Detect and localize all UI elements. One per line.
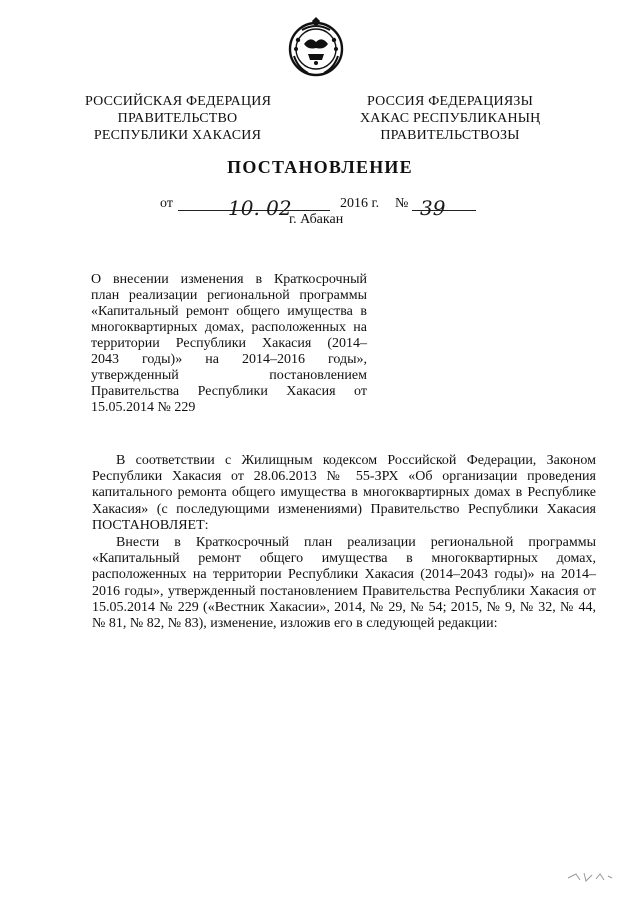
body-paragraph-1 [92, 453, 596, 534]
body-line: расположенных на территории Республики Хакасия (2014–2043 годы)» на 2014– [92, 567, 596, 583]
header-right-line: ПРАВИТЕЛЬСТВОЗЫ [380, 128, 520, 143]
header-right-line: РОССИЯ ФЕДЕРАЦИЯЗЫ [366, 94, 534, 109]
body-line: Внести в Краткосрочный план реализации региональной программы [116, 535, 596, 550]
year-label: 2016 г. [340, 196, 380, 211]
body-line: В соответствии с Жилищным кодексом Российской Федерации, Законом [116, 453, 596, 468]
scan-smudge [566, 870, 614, 884]
subject-line: О внесении изменения в Краткосрочный [91, 272, 367, 287]
body-line: ПОСТАНОВЛЯЕТ: [92, 517, 209, 533]
header-left-line: РОССИЙСКАЯ ФЕДЕРАЦИЯ [85, 94, 272, 109]
subject-line: утвержденный постановлением [91, 368, 367, 383]
body-line: капитального ремонта общего имущества в многоквартирных домах в Республике [92, 485, 596, 501]
document-subject [91, 272, 367, 416]
subject-line: «Капитальный ремонт общего имущества в [91, 304, 367, 319]
city-label: г. Абакан [289, 212, 344, 227]
subject-line: 15.05.2014 № 229 [91, 400, 196, 415]
subject-line: Правительства Республики Хакасия от [91, 384, 367, 399]
handwritten-date: 10. 02 [228, 196, 292, 220]
body-line: «Капитальный ремонт общего имущества в многоквартирных домах, [92, 551, 596, 567]
body-paragraph-2 [92, 535, 596, 632]
body-line: № 81, № 82, № 83), изменение, изложив его в следующей редакции: [92, 616, 498, 632]
body-line: 15.05.2014 № 229 («Вестник Хакасии», 2014, № 29, № 54; 2015, № 9, № 32, № 44, [92, 599, 596, 615]
body-line: Хакасия» (с последующими изменениями) Правительство Республики Хакасия [92, 501, 596, 517]
body-line: Республики Хакасия от 28.06.2013 № 55-ЗРХ «Об организации проведения [92, 469, 596, 485]
handwritten-number: 39 [420, 196, 446, 220]
from-label: от [160, 196, 173, 211]
number-label: № [395, 196, 409, 211]
header-left-line: ПРАВИТЕЛЬСТВО [117, 111, 238, 126]
coat-of-arms-emblem [286, 16, 346, 78]
subject-line: многоквартирных домах, расположенных на [91, 320, 367, 335]
header-right-khakas [360, 93, 540, 144]
header-left-ru [85, 93, 270, 144]
subject-line: территории Республики Хакасия (2014– [91, 336, 367, 351]
header-left-line: РЕСПУБЛИКИ ХАКАСИЯ [93, 128, 262, 143]
document-title: ПОСТАНОВЛЕНИЕ [227, 157, 413, 177]
subject-line: план реализации региональной программы [91, 288, 367, 303]
body-line: 2016 годы», утвержденный постановлением Правительства Республики Хакасия от [92, 583, 596, 599]
subject-line: 2043 годы)» на 2014–2016 годы», [91, 352, 367, 367]
header-right-line: ХАКАС РЕСПУБЛИКАНЫҢ [360, 111, 541, 126]
